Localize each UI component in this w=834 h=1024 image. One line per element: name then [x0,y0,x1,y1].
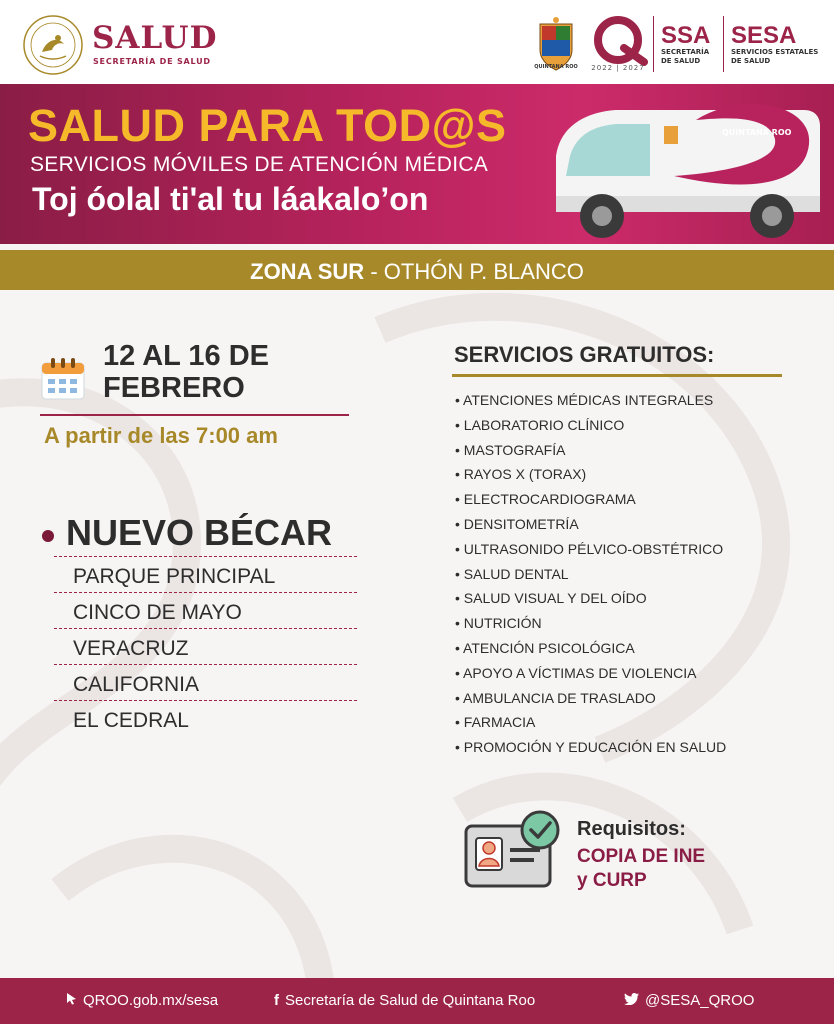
cursor-icon [66,992,77,1009]
service-item: • APOYO A VÍCTIMAS DE VIOLENCIA [455,665,726,690]
location-bullet-icon [42,530,54,542]
services-list [455,392,726,764]
location-item: CINCO DE MAYO [54,592,357,628]
service-item: • LABORATORIO CLÍNICO [455,417,726,442]
service-item: • ATENCIONES MÉDICAS INTEGRALES [455,392,726,417]
header-divider [653,16,654,72]
location-item: PARQUE PRINCIPAL [54,556,357,592]
zone-name: ZONA SUR [250,259,365,284]
zone-separator: - [364,259,384,284]
banner-maya-slogan: Toj óolal ti'al tu láakalo’on [32,181,429,217]
footer [0,978,834,1024]
requirements-line2: y CURP [577,870,647,891]
zone-bar [0,250,834,290]
service-item: • SALUD VISUAL Y DEL OÍDO [455,590,726,615]
services-divider [452,374,782,377]
ssa-title: SSA [661,22,711,49]
footer-facebook-link[interactable] [274,992,535,1009]
event-date [103,340,269,404]
event-time: A partir de las 7:00 am [44,423,278,448]
service-item: • MASTOGRAFÍA [455,442,726,467]
service-item: • FARMACIA [455,714,726,739]
service-item: • SALUD DENTAL [455,566,726,591]
event-date-line2: FEBRERO [103,372,245,404]
service-item: • PROMOCIÓN Y EDUCACIÓN EN SALUD [455,739,726,764]
banner-subtitle: SERVICIOS MÓVILES DE ATENCIÓN MÉDICA [30,153,489,176]
ssa-subtitle: SECRETARÍA DE SALUD [661,48,710,65]
service-item: • ELECTROCARDIOGRAMA [455,491,726,516]
service-item: • RAYOS X (TORAX) [455,466,726,491]
footer-twitter-link[interactable] [624,992,754,1009]
top-header [0,0,834,84]
service-item: • DENSITOMETRÍA [455,516,726,541]
requirements-title: Requisitos: [577,818,686,840]
requirements-line1: COPIA DE INE [577,846,706,867]
brand-name: SALUD [92,20,218,56]
service-item: • NUTRICIÓN [455,615,726,640]
header-divider [723,16,724,72]
footer-facebook-text: Secretaría de Salud de Quintana Roo [285,992,536,1009]
location-list [54,556,357,736]
location-title: NUEVO BÉCAR [66,512,333,553]
mexico-seal-icon [22,14,84,76]
calendar-icon [40,355,86,401]
zone-municipality: OTHÓN P. BLANCO [383,259,584,284]
location-item: EL CEDRAL [54,700,357,736]
footer-website-link[interactable] [66,992,218,1009]
state-shield-label: QUINTANA ROO [534,64,578,70]
service-item: • ATENCIÓN PSICOLÓGICA [455,640,726,665]
location-item: VERACRUZ [54,628,357,664]
location-item: CALIFORNIA [54,664,357,700]
facebook-icon: f [274,992,279,1009]
mobile-clinic-van-icon [546,96,826,242]
id-card-check-icon [464,808,564,892]
date-divider [40,414,349,416]
footer-twitter-text: @SESA_QROO [645,992,755,1009]
service-item: • AMBULANCIA DE TRASLADO [455,690,726,715]
brand-subtitle: SECRETARÍA DE SALUD [93,57,211,66]
sesa-title: SESA [731,22,797,49]
services-title: SERVICIOS GRATUITOS: [454,342,715,367]
zone-text [0,259,834,285]
government-years: 2022 | 2027 [591,64,645,72]
twitter-icon [624,992,639,1009]
campaign-banner [0,84,834,244]
quintana-roo-q-logo-icon [588,14,648,66]
van-logo-text: QUINTANA ROO [722,128,792,137]
event-date-line1: 12 AL 16 DE [103,340,270,372]
sesa-subtitle: SERVICIOS ESTATALES DE SALUD [731,48,819,65]
banner-title: SALUD PARA TOD@S [28,100,507,151]
footer-website-text: QROO.gob.mx/sesa [83,992,219,1009]
service-item: • ULTRASONIDO PÉLVICO-OBSTÉTRICO [455,541,726,566]
